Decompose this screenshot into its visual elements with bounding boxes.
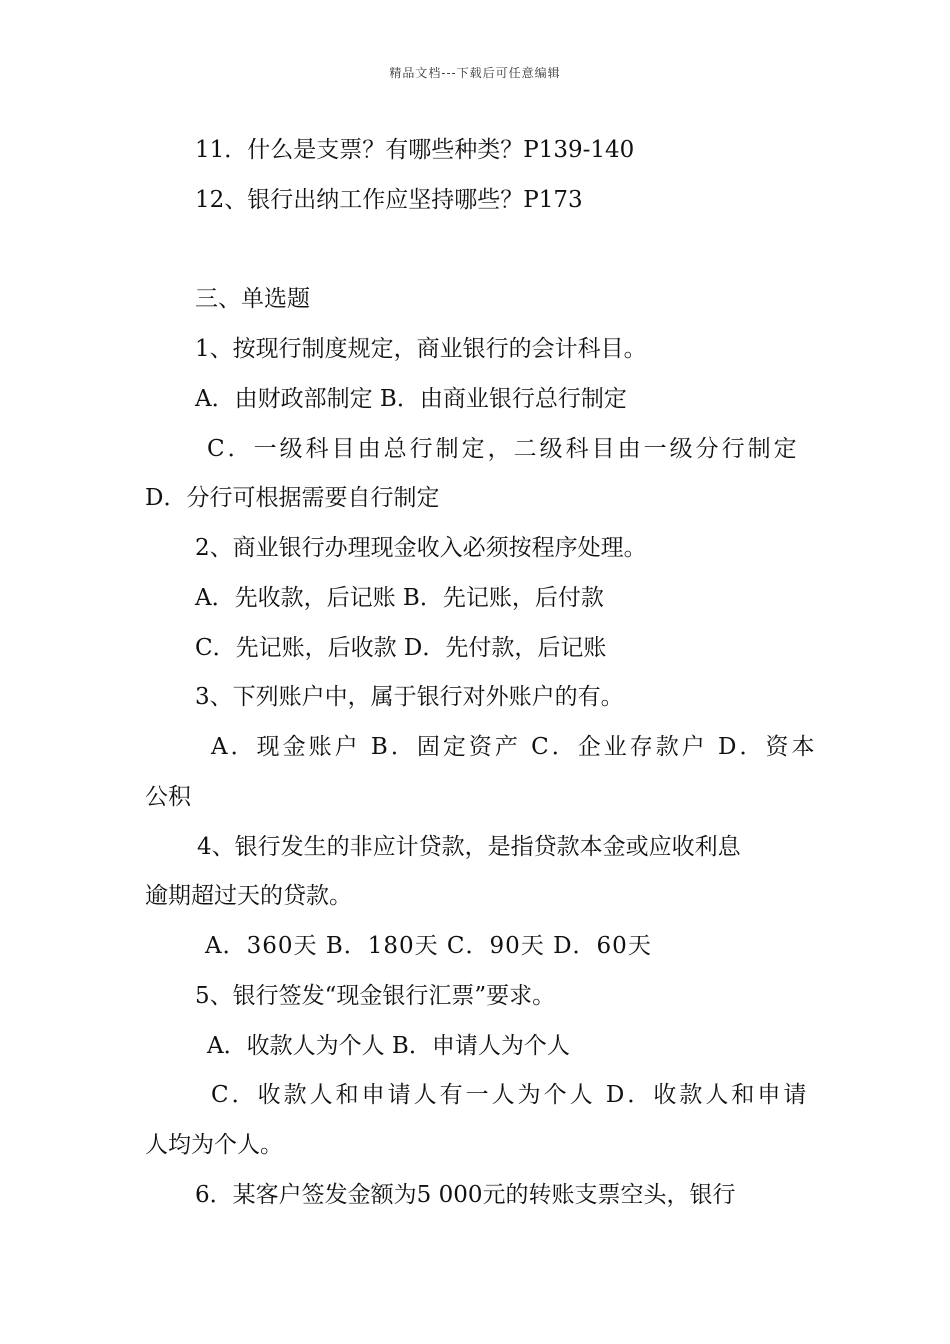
question-2-options-cd: C．先记账，后收款 D．先付款，后记账: [195, 635, 607, 661]
page-header: 精品文档---下载后可任意编辑: [389, 66, 561, 80]
question-5-options-ab: A．收款人为个人 B．申请人为个人: [207, 1033, 570, 1059]
question-3: 3、下列账户中，属于银行对外账户的有。: [195, 684, 624, 710]
question-5-options-cd: C．收款人和申请人有一人为个人 D．收款人和申请: [211, 1082, 810, 1108]
question-4: 4、银行发生的非应计贷款，是指贷款本金或应收利息: [197, 834, 741, 860]
question-3-options: A．现金账户 B．固定资产 C．企业存款户 D．资本: [211, 734, 818, 760]
question-2-options-ab: A．先收款，后记账 B．先记账，后付款: [195, 585, 604, 611]
question-1: 1、按现行制度规定，商业银行的会计科目。: [195, 336, 647, 362]
question-11: 11．什么是支票？有哪些种类？P139-140: [195, 137, 635, 163]
question-3-options-continued: 公积: [145, 784, 191, 810]
question-1-option-d: D．分行可根据需要自行制定: [145, 485, 440, 511]
section-heading: 三、单选题: [195, 286, 310, 312]
question-2: 2、商业银行办理现金收入必须按程序处理。: [195, 535, 647, 561]
question-5-options-continued: 人均为个人。: [145, 1132, 283, 1158]
question-4-options: A．360天 B．180天 C．90天 D．60天: [205, 933, 652, 959]
question-5: 5、银行签发“现金银行汇票”要求。: [195, 983, 556, 1009]
question-12: 12、银行出纳工作应坚持哪些？P173: [195, 187, 583, 213]
question-1-options-ab: A．由财政部制定 B．由商业银行总行制定: [195, 386, 627, 412]
question-6: 6．某客户签发金额为5 000元的转账支票空头，银行: [195, 1182, 736, 1208]
question-4-continued: 逾期超过天的贷款。: [145, 883, 352, 909]
question-1-option-c: C．一级科目由总行制定，二级科目由一级分行制定: [207, 436, 800, 462]
